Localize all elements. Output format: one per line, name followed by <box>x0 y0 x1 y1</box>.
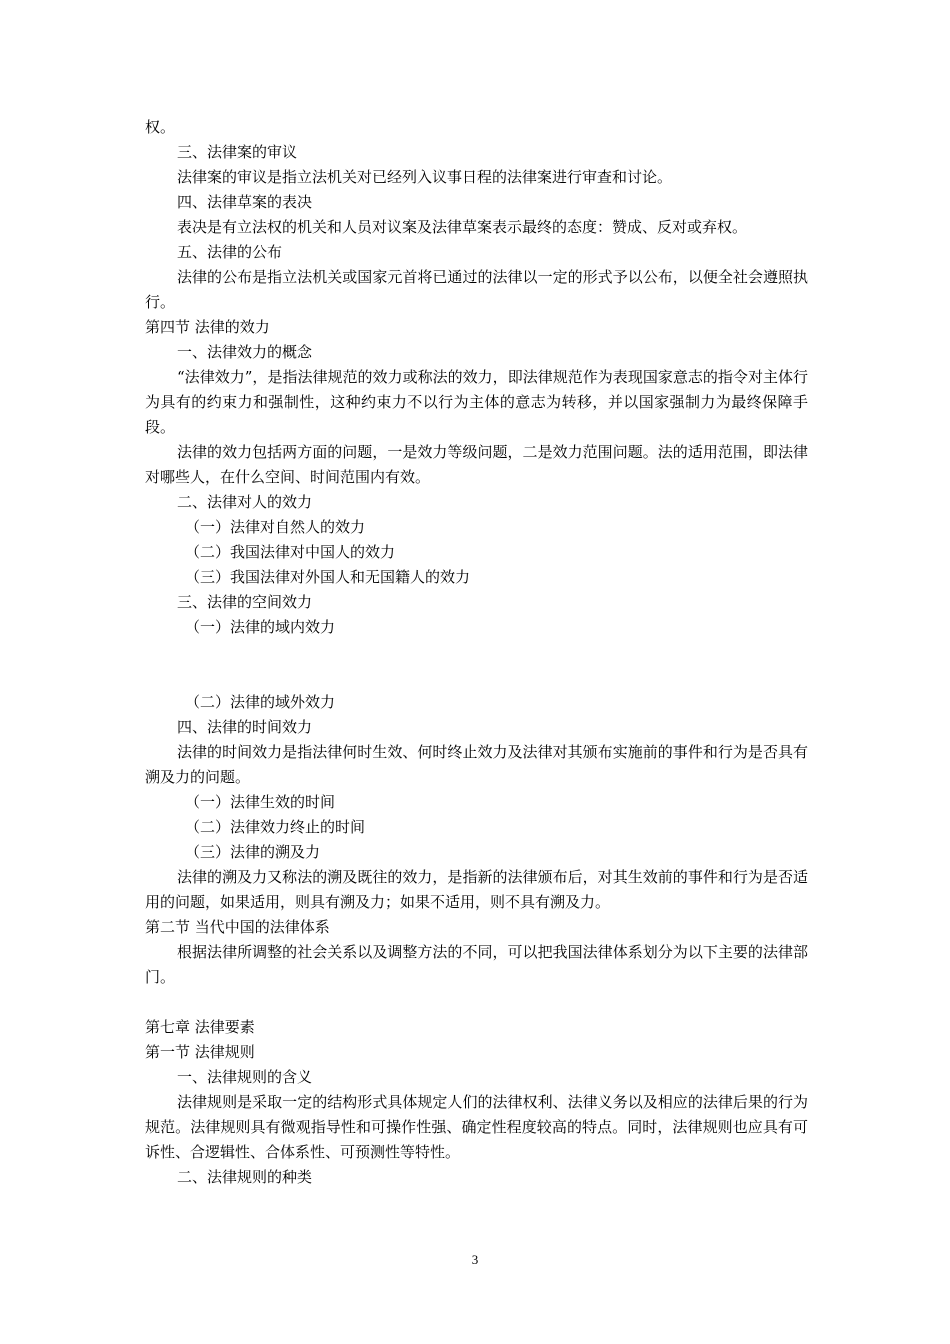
subheading: 一、法律效力的概念 <box>177 343 313 361</box>
list-item: （一）法律的域内效力 <box>185 618 336 636</box>
subheading: 三、法律案的审议 <box>177 143 298 161</box>
section-heading: 第四节 法律的效力 <box>145 318 270 336</box>
subheading: 二、法律规则的种类 <box>177 1168 313 1186</box>
subheading: 三、法律的空间效力 <box>177 593 313 611</box>
list-item: （三）我国法律对外国人和无国籍人的效力 <box>185 568 471 586</box>
text-line: 法律案的审议是指立法机关对已经列入议事日程的法律案进行审查和讨论。 <box>177 168 673 186</box>
blank-space <box>145 990 808 1015</box>
blank-space <box>145 640 808 690</box>
text-line: 权。 <box>145 118 176 136</box>
paragraph: 法律的公布是指立法机关或国家元首将已通过的法律以一定的形式予以公布，以便全社会遵照执行。 <box>145 268 808 311</box>
list-item: （二）我国法律对中国人的效力 <box>185 543 396 561</box>
subheading: 四、法律的时间效力 <box>177 718 313 736</box>
paragraph: 法律规则是采取一定的结构形式具体规定人们的法律权利、法律义务以及相应的法律后果的行为规范。法律规则具有微观指导性和可操作性强、确定性程度较高的特点。同时，法律规则也应具有可诉性、合逻辑性、合体系性、可预测性等特性。 <box>145 1093 808 1161</box>
list-item: （三）法律的溯及力 <box>185 843 321 861</box>
chapter-heading: 第七章 法律要素 <box>145 1018 255 1036</box>
subheading: 一、法律规则的含义 <box>177 1068 313 1086</box>
list-item: （一）法律生效的时间 <box>185 793 336 811</box>
paragraph: 根据法律所调整的社会关系以及调整方法的不同，可以把我国法律体系划分为以下主要的法律部门。 <box>145 943 808 986</box>
section-heading: 第二节 当代中国的法律体系 <box>145 918 330 936</box>
paragraph: 法律的溯及力又称法的溯及既往的效力，是指新的法律颁布后，对其生效前的事件和行为是否适用的问题，如果适用，则具有溯及力；如果不适用，则不具有溯及力。 <box>145 868 808 911</box>
list-item: （二）法律效力终止的时间 <box>185 818 366 836</box>
paragraph: 法律的效力包括两方面的问题，一是效力等级问题，二是效力范围问题。法的适用范围，即法律对哪些人，在什么空间、时间范围内有效。 <box>145 443 808 486</box>
paragraph: “法律效力”，是指法律规范的效力或称法的效力，即法律规范作为表现国家意志的指令对主体行为具有的约束力和强制性，这种约束力不以行为主体的意志为转移，并以国家强制力为最终保障手段。 <box>145 368 808 436</box>
text-line: 表决是有立法权的机关和人员对议案及法律草案表示最终的态度：赞成、反对或弃权。 <box>177 218 748 236</box>
paragraph: 法律的时间效力是指法律何时生效、何时终止效力及法律对其颁布实施前的事件和行为是否具有溯及力的问题。 <box>145 743 808 786</box>
list-item: （一）法律对自然人的效力 <box>185 518 366 536</box>
subheading: 五、法律的公布 <box>177 243 283 261</box>
subheading: 四、法律草案的表决 <box>177 193 313 211</box>
list-item: （二）法律的域外效力 <box>185 693 336 711</box>
section-heading: 第一节 法律规则 <box>145 1043 255 1061</box>
page-number: 3 <box>471 1252 479 1267</box>
subheading: 二、法律对人的效力 <box>177 493 313 511</box>
document-body <box>145 115 808 1190</box>
